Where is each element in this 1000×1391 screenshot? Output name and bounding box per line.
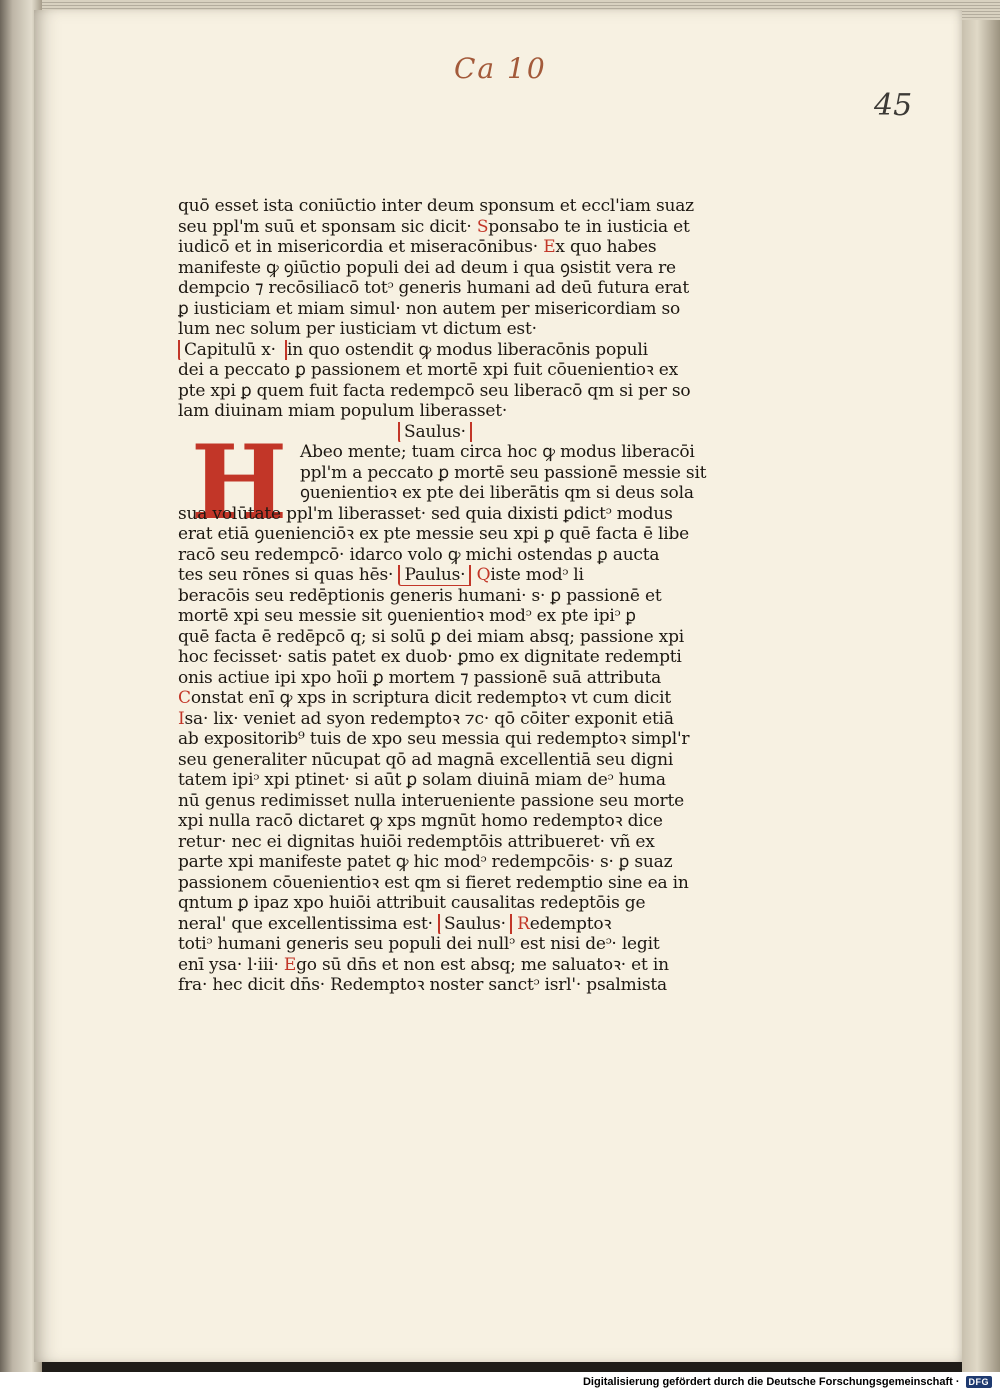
red-capital: E: [283, 954, 297, 975]
text-segment: xpi nulla racō dictaret ꝙ xps mgnūt homo redemptoꝛ dice: [178, 811, 663, 831]
text-segment: iudicō et in misericordia et miseracōnibus·: [178, 237, 544, 257]
text-segment: onis actiue ipi xpo hoīi ꝑ mortem ⁊ passionē suā attributa: [178, 667, 662, 688]
text-segment: edemptoꝛ: [529, 913, 612, 934]
text-segment: nū genus redimisset nulla interueniente passione seu morte: [178, 790, 684, 811]
chapter-header: Ca 10: [454, 52, 547, 85]
text-segment: sa· lix· veniet ad syon redemptoꝛ ⁊c· qō cōiter exponit etiā: [184, 708, 674, 729]
red-capital: S: [476, 216, 489, 237]
text-segment: tes seu rōnes si quas hēs·: [178, 565, 399, 585]
text-segment: parte xpi manifeste patet ꝙ hic modᵓ redempcōis· s· ꝑ suaz: [178, 852, 673, 872]
text-segment: quō esset ista coniūctio inter deum sponsum et eccl'iam suaz: [178, 196, 694, 216]
text-line: [178, 934, 712, 955]
text-line: [178, 504, 712, 525]
text-line: [178, 627, 712, 648]
text-segment: ꝯuenientioꝛ ex pte dei liberātis qm si deus sola: [300, 483, 694, 503]
text-segment: qntum ꝑ ipaz xpo huiōi attribuit causalitas redeptōis ge: [178, 893, 646, 913]
text-segment: neral' que excellentissima est·: [178, 913, 439, 934]
text-segment: mortē xpi seu messie sit ꝯuenientioꝛ modᵓ ex pte ipiᵓ ꝑ: [178, 606, 636, 626]
text-line: [178, 565, 712, 586]
text-segment: fra· hec dicit dn̄s· Redemptoꝛ noster sanctᵓ isrl'· psalmista: [178, 975, 667, 995]
text-segment: passionem cōuenientioꝛ est qm si fieret redemptio sine ea in: [178, 872, 689, 893]
text-segment: Abeo mente; tuam circa hoc ꝙ modus liberacōi: [300, 442, 695, 462]
text-segment: ppl'm a peccato ꝑ mortē seu passionē messie sit: [300, 462, 707, 483]
text-segment: ab expositorib⁹ tuis de xpo seu messia qui redemptoꝛ simpl'r: [178, 729, 690, 749]
text-segment: erat etiā ꝯuenienciōꝛ ex pte messie seu xpi ꝑ quē facta ē libe: [178, 524, 690, 544]
text-line: [178, 299, 712, 320]
text-line: [178, 401, 712, 422]
text-line: [178, 463, 712, 484]
text-segment: x quo habes: [555, 237, 657, 257]
text-line: [178, 647, 712, 668]
red-capital: I: [178, 708, 185, 729]
text-line: [178, 319, 712, 340]
text-segment: dempcio ⁊ recōsiliacō totᵓ generis humani ad deū futura erat: [178, 278, 689, 298]
decorated-initial: H: [190, 423, 288, 543]
text-segment: tatem ipiᵓ xpi ptinet· si aūt ꝑ solam diuinā miam deᵓ huma: [178, 770, 666, 790]
footer-credit: Digitalisierung gefördert durch die Deutsche Forschungsgemeinschaft ·: [582, 1375, 960, 1388]
right-page-edge: [962, 20, 1000, 1372]
red-capital: R: [517, 913, 530, 934]
rubric-label: Paulus·: [398, 565, 471, 586]
text-line: [178, 770, 712, 791]
text-segment: in quo ostendit ꝙ modus liberacōnis populi: [287, 339, 648, 360]
text-line: [178, 955, 712, 976]
text-line: [178, 524, 712, 545]
red-capital: E: [543, 237, 556, 257]
text-segment: retur· nec ei dignitas huiōi redemptōis attribueret· vñ ex: [178, 831, 655, 852]
text-segment: dei a peccato ꝑ passionem et mortē xpi fuit cōuenientioꝛ ex: [178, 360, 679, 380]
text-segment: onstat enī ꝙ xps in scriptura dicit redemptoꝛ vt cum dicit: [190, 688, 671, 708]
text-line: [178, 709, 712, 730]
footer-bar: [0, 1372, 1000, 1391]
text-line: [178, 852, 712, 873]
text-line: [178, 750, 712, 771]
red-capital: Q: [476, 565, 491, 585]
text-line: [178, 442, 712, 463]
text-line: [178, 893, 712, 914]
text-segment: iste modᵓ li: [490, 565, 584, 585]
folio-number: 45: [874, 88, 913, 123]
text-line: [178, 196, 712, 217]
text-segment: beracōis seu redēptionis generis humani· s· ꝑ passionē et: [178, 585, 662, 606]
text-line: [178, 688, 712, 709]
text-segment: seu generaliter nūcupat qō ad magnā excellentiā seu digni: [178, 749, 674, 770]
text-line: [178, 668, 712, 689]
text-line: [178, 360, 712, 381]
text-line: [178, 258, 712, 279]
text-line: [178, 914, 712, 935]
text-line: [178, 586, 712, 607]
rubric-label: Saulus·: [438, 914, 512, 935]
text-line: [178, 873, 712, 894]
text-line: [178, 381, 712, 402]
text-segment: lum nec solum per iusticiam vt dictum est·: [178, 319, 537, 339]
text-line: [178, 811, 712, 832]
text-line: [178, 975, 712, 996]
text-segment: seu ppl'm suū et sponsam sic dicit·: [178, 216, 477, 237]
text-segment: sua volūtate ppl'm liberasset· sed quia dixisti ꝑdictᵓ modus: [178, 503, 673, 524]
text-segment: lam diuinam miam populum liberasset·: [178, 401, 508, 421]
text-segment: totiᵓ humani generis seu populi dei nullᵓ est nisi deᵓ· legit: [178, 934, 660, 954]
text-line: [178, 791, 712, 812]
rubric-label: Capitulū x·: [178, 340, 287, 361]
text-segment: manifeste ꝙ ꝯiūctio populi dei ad deum i qua ꝯsistit vera re: [178, 257, 676, 278]
dfg-logo: DFG: [966, 1376, 993, 1388]
text-line: [178, 422, 712, 443]
text-line: [178, 237, 712, 258]
text-line: [178, 340, 712, 361]
text-segment: enī ysa· l·iii·: [178, 954, 284, 975]
text-line: [178, 832, 712, 853]
text-line: [178, 545, 712, 566]
text-segment: racō seu redempcō· idarco volo ꝙ michi ostendas ꝑ aucta: [178, 544, 660, 565]
text-segment: quē facta ē redēpcō q; si solū ꝑ dei miam absq; passione xpi: [178, 626, 684, 647]
text-line: [178, 217, 712, 238]
text-segment: go sū dn̄s et non est absq; me saluatoꝛ· et in: [296, 954, 669, 975]
text-segment: pte xpi ꝑ quem fuit facta redempcō seu liberacō qm si per so: [178, 380, 691, 401]
rubric-label: Saulus·: [398, 422, 472, 443]
text-segment: ponsabo te in iusticia et: [488, 216, 690, 237]
text-line: [178, 278, 712, 299]
text-segment: ꝑ iusticiam et miam simul· non autem per misericordiam so: [178, 298, 681, 319]
text-line: [178, 606, 712, 627]
text-segment: hoc fecisset· satis patet ex duob· ꝑmo ex dignitate redempti: [178, 647, 682, 667]
text-line: [178, 483, 712, 504]
text-line: [178, 729, 712, 750]
text-block: [178, 196, 712, 996]
red-capital: C: [178, 688, 191, 708]
